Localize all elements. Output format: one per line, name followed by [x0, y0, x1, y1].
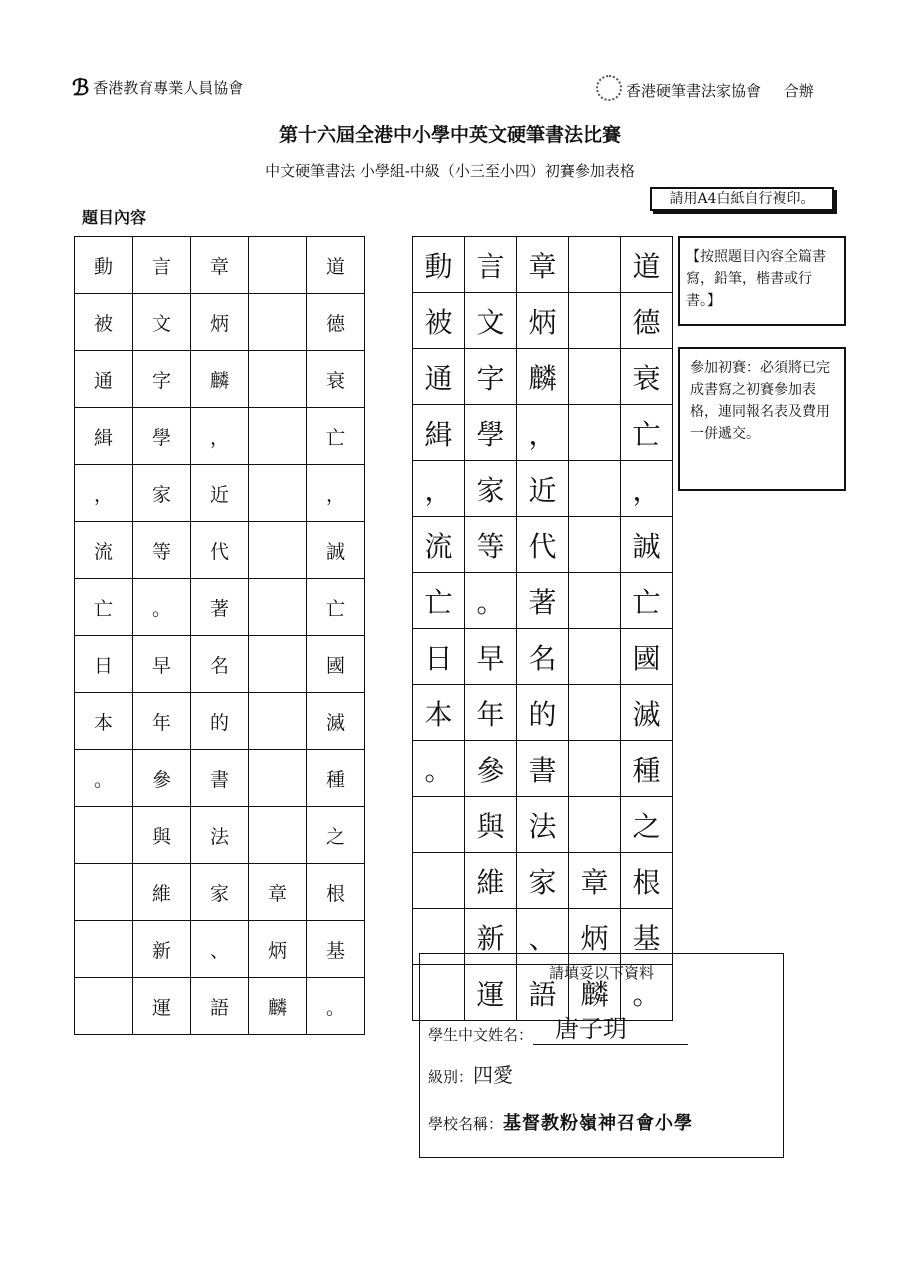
grid-cell: 亡: [307, 579, 365, 636]
grid-row: [75, 807, 365, 864]
grid-cell: 亡: [307, 408, 365, 465]
grid-cell: [569, 405, 621, 461]
grid-cell: 與: [133, 807, 191, 864]
grid-cell: ，: [413, 461, 465, 517]
grid-row: [75, 237, 365, 294]
grid-row: [413, 797, 673, 853]
copy-note: 請用A4白紙自行複印。: [650, 187, 834, 211]
grid-cell: [249, 237, 307, 294]
grid-row: [413, 517, 673, 573]
grid-cell: [75, 864, 133, 921]
grid-cell: [75, 978, 133, 1035]
grid-cell: [75, 807, 133, 864]
grid-cell: 。: [413, 741, 465, 797]
grid-cell: 麟: [569, 965, 621, 1021]
grid-row: [413, 853, 673, 909]
grid-cell: ，: [75, 465, 133, 522]
grid-row: [75, 579, 365, 636]
grid-cell: 亡: [413, 573, 465, 629]
grid-cell: 道: [307, 237, 365, 294]
grid-cell: ，: [307, 465, 365, 522]
grid-cell: [413, 853, 465, 909]
grid-cell: 滅: [621, 685, 673, 741]
grid-cell: 章: [191, 237, 249, 294]
grid-row: [413, 573, 673, 629]
grid-cell: [569, 461, 621, 517]
grid-cell: [249, 294, 307, 351]
grid-cell: [569, 237, 621, 293]
grid-cell: 早: [465, 629, 517, 685]
grid-cell: 麟: [191, 351, 249, 408]
grid-row: [413, 461, 673, 517]
grid-cell: 基: [621, 909, 673, 965]
grid-cell: 基: [307, 921, 365, 978]
grid-cell: 滅: [307, 693, 365, 750]
grid-cell: [249, 807, 307, 864]
grid-row: [75, 408, 365, 465]
grid-row: [413, 685, 673, 741]
grid-cell: 動: [75, 237, 133, 294]
grid-cell: 本: [75, 693, 133, 750]
grid-cell: 學: [465, 405, 517, 461]
grid-cell: 運: [465, 965, 517, 1021]
grid-cell: [569, 629, 621, 685]
school-name-value[interactable]: 基督教粉嶺神召會小學: [503, 1113, 694, 1134]
grid-row: [75, 294, 365, 351]
grid-cell: 道: [621, 237, 673, 293]
grid-cell: 。: [75, 750, 133, 807]
grid-row: [75, 750, 365, 807]
grid-cell: 麟: [249, 978, 307, 1035]
grid-row: [75, 465, 365, 522]
grid-cell: 緝: [75, 408, 133, 465]
grid-cell: 被: [413, 293, 465, 349]
grid-cell: 的: [191, 693, 249, 750]
grid-cell: 著: [191, 579, 249, 636]
grid-cell: 家: [517, 853, 569, 909]
grid-cell: 言: [465, 237, 517, 293]
grid-cell: [249, 693, 307, 750]
grid-cell: 誠: [621, 517, 673, 573]
info-form-title: 請填妥以下資料: [548, 964, 654, 982]
grade-value[interactable]: 四愛: [473, 1063, 514, 1087]
grid-cell: 代: [191, 522, 249, 579]
calligraphy-seal-icon: [596, 75, 622, 101]
grid-cell: 名: [517, 629, 569, 685]
grid-row: [413, 629, 673, 685]
page-subtitle: 中文硬筆書法 小學組-中級（小三至小四）初賽參加表格: [265, 162, 635, 180]
grid-row: [75, 921, 365, 978]
grid-cell: 通: [413, 349, 465, 405]
grid-cell: 根: [621, 853, 673, 909]
grid-cell: 日: [413, 629, 465, 685]
grid-cell: 章: [569, 853, 621, 909]
grid-cell: 衰: [621, 349, 673, 405]
grid-cell: 。: [621, 965, 673, 1021]
grid-cell: 家: [191, 864, 249, 921]
grid-cell: 本: [413, 685, 465, 741]
grid-cell: [75, 921, 133, 978]
reference-text-grid: [74, 236, 365, 1035]
grid-cell: ，: [191, 408, 249, 465]
grid-cell: 學: [133, 408, 191, 465]
grid-cell: 的: [517, 685, 569, 741]
co-organizer-suffix: 合辦: [783, 82, 814, 100]
grid-cell: 言: [133, 237, 191, 294]
grid-cell: 著: [517, 573, 569, 629]
school-label: 學校名稱：: [428, 1115, 504, 1133]
grid-row: [75, 636, 365, 693]
grid-cell: 早: [133, 636, 191, 693]
grid-cell: [249, 579, 307, 636]
student-name-field[interactable]: [533, 1009, 688, 1045]
grid-row: [75, 864, 365, 921]
grid-cell: 炳: [517, 293, 569, 349]
grid-cell: [249, 522, 307, 579]
handwritten-grid: [412, 236, 673, 1021]
grid-cell: 文: [133, 294, 191, 351]
grid-cell: 、: [191, 921, 249, 978]
grid-cell: 流: [413, 517, 465, 573]
grid-cell: [249, 636, 307, 693]
grid-cell: 。: [307, 978, 365, 1035]
grid-cell: 根: [307, 864, 365, 921]
grid-row: [75, 351, 365, 408]
grid-cell: 與: [465, 797, 517, 853]
grid-cell: 國: [621, 629, 673, 685]
student-name-value: 唐子玥: [555, 1015, 628, 1043]
grid-cell: 參: [465, 741, 517, 797]
grid-cell: 等: [465, 517, 517, 573]
association-logo-icon: ℬ: [72, 75, 90, 101]
student-info-form: [419, 953, 784, 1158]
grid-cell: 章: [517, 237, 569, 293]
grid-cell: 語: [191, 978, 249, 1035]
grid-cell: 種: [307, 750, 365, 807]
grid-cell: 維: [133, 864, 191, 921]
grid-cell: [249, 408, 307, 465]
grid-cell: 種: [621, 741, 673, 797]
grid-cell: [569, 797, 621, 853]
grid-cell: 年: [465, 685, 517, 741]
grid-cell: 語: [517, 965, 569, 1021]
page-title: 第十六屆全港中小學中英文硬筆書法比賽: [278, 124, 621, 146]
grid-row: [75, 522, 365, 579]
grid-cell: 字: [465, 349, 517, 405]
grid-cell: 家: [133, 465, 191, 522]
grid-cell: 章: [249, 864, 307, 921]
grid-cell: 國: [307, 636, 365, 693]
grid-cell: 亡: [621, 573, 673, 629]
grid-cell: [569, 741, 621, 797]
grid-row: [413, 237, 673, 293]
right-organization: 香港硬筆書法家協會 合辦: [596, 75, 814, 101]
grid-cell: [249, 465, 307, 522]
student-name-label: 學生中文姓名：: [428, 1026, 534, 1044]
grid-cell: 亡: [621, 405, 673, 461]
grid-row: [413, 293, 673, 349]
writing-instruction-box: 【按照題目內容全篇書寫，鉛筆，楷書或行書。】: [678, 236, 846, 326]
left-organization: ℬ 香港教育專業人員協會: [72, 75, 244, 101]
grid-row: [75, 978, 365, 1035]
grid-cell: 家: [465, 461, 517, 517]
grid-cell: [569, 573, 621, 629]
grid-cell: ，: [517, 405, 569, 461]
grid-cell: 代: [517, 517, 569, 573]
grade-row: [428, 1059, 513, 1088]
grid-cell: 新: [133, 921, 191, 978]
grid-cell: 字: [133, 351, 191, 408]
grid-cell: 書: [191, 750, 249, 807]
grid-cell: 新: [465, 909, 517, 965]
grid-cell: ，: [621, 461, 673, 517]
grid-cell: 炳: [191, 294, 249, 351]
grid-cell: 炳: [569, 909, 621, 965]
grid-cell: [569, 685, 621, 741]
grid-cell: 動: [413, 237, 465, 293]
grid-cell: 被: [75, 294, 133, 351]
submission-instruction-box: 參加初賽：必須將已完成書寫之初賽參加表格，連同報名表及費用一併遞交。: [678, 347, 846, 491]
grid-cell: 書: [517, 741, 569, 797]
grid-cell: 之: [307, 807, 365, 864]
grid-cell: 衰: [307, 351, 365, 408]
grid-row: [413, 349, 673, 405]
grid-cell: 近: [517, 461, 569, 517]
grid-cell: 年: [133, 693, 191, 750]
grid-cell: 緝: [413, 405, 465, 461]
grid-cell: 日: [75, 636, 133, 693]
grid-cell: 流: [75, 522, 133, 579]
grid-cell: 、: [517, 909, 569, 965]
grade-label: 級別：: [428, 1068, 474, 1086]
grid-cell: 通: [75, 351, 133, 408]
grid-cell: 運: [133, 978, 191, 1035]
grid-cell: [569, 293, 621, 349]
grid-cell: 麟: [517, 349, 569, 405]
grid-cell: 。: [133, 579, 191, 636]
grid-cell: 亡: [75, 579, 133, 636]
grid-cell: [249, 351, 307, 408]
grid-cell: 炳: [249, 921, 307, 978]
grid-cell: 。: [465, 573, 517, 629]
student-name-row: [428, 1009, 688, 1045]
school-row: [428, 1109, 693, 1135]
grid-cell: [569, 517, 621, 573]
grid-row: [413, 405, 673, 461]
grid-cell: [249, 750, 307, 807]
grid-cell: 法: [191, 807, 249, 864]
section-label: 題目內容: [82, 208, 147, 227]
grid-cell: 等: [133, 522, 191, 579]
grid-cell: 法: [517, 797, 569, 853]
grid-cell: [569, 349, 621, 405]
grid-cell: 文: [465, 293, 517, 349]
grid-cell: 近: [191, 465, 249, 522]
grid-cell: [413, 797, 465, 853]
grid-cell: 維: [465, 853, 517, 909]
grid-cell: 之: [621, 797, 673, 853]
grid-cell: 名: [191, 636, 249, 693]
grid-row: [75, 693, 365, 750]
grid-cell: 德: [307, 294, 365, 351]
grid-cell: 德: [621, 293, 673, 349]
grid-cell: 參: [133, 750, 191, 807]
grid-cell: 誠: [307, 522, 365, 579]
grid-row: [413, 741, 673, 797]
